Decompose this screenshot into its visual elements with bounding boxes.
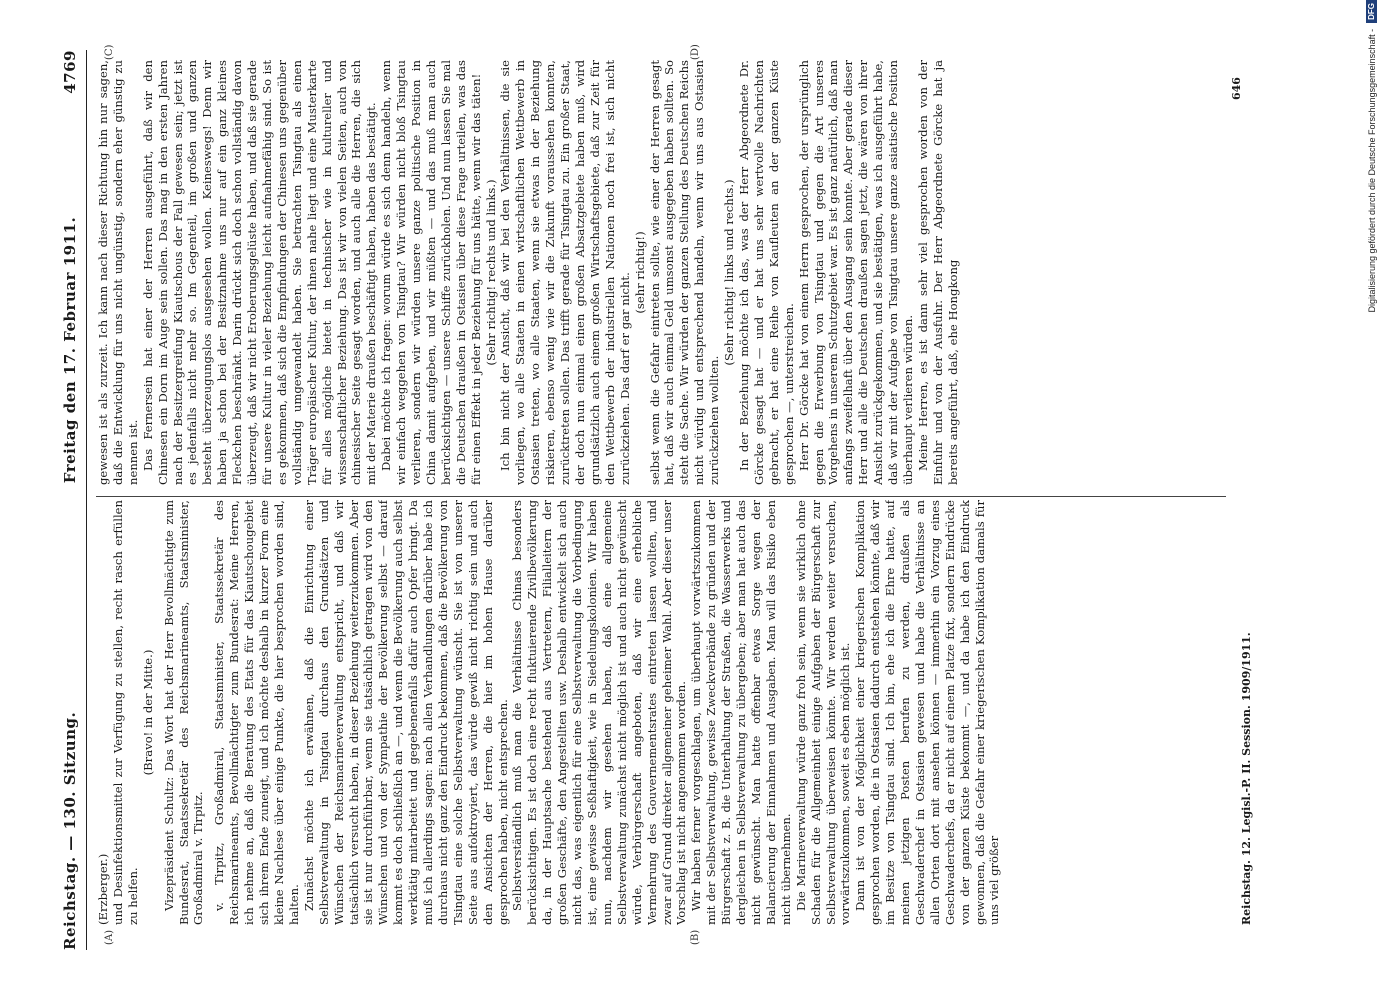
watermark-text: Digitalisierung gefördert durch die Deutsche Forschungsgemeinschaft - bbox=[1366, 28, 1377, 313]
left-paragraph: v. Tirpitz, Großadmiral, Staatsminister, Staatssekretär des Reichsmarineamts, Bevollmächtigter zum Bundesrat: Meine Herren, ich nehme an, daß die Beratung des Etats für das Kiautschougebiet sich ihrem Ende zuneigt, und ich möchte deshalb in kurzer Form eine kleine Nachlese über einige Punkte, die hier besprochen worden sind, halten. bbox=[212, 500, 301, 925]
margin-marker-b: (B) bbox=[690, 929, 701, 945]
left-paragraph: Vizepräsident Schultz: Das Wort hat der Herr Bevollmächtigte zum Bundesrat, Staatssekretär des Reichsmarineamts, Staatsminister, Großadmiral v. Tirpitz. bbox=[161, 500, 206, 925]
header-session: Reichstag. — 130. Sitzung. bbox=[61, 711, 79, 950]
left-paragraph: Dann ist von der Möglichkeit einer kriegerischen Komplikation gesprochen worden, die in Ostasien dadurch entstehen könnte, daß wir im Besitze von Tsingtau sind. Ich bin, ehe ich die Ehre hatte, auf meinen jetzigen Posten berufen zu werden, draußen als Geschwaderchef in Ostasien gewesen und habe die Verhältnisse an allen Orten dort mit ansehen können — immerhin ein Vorzug eines Geschwaderchefs, da er nicht auf einem Platze fixt, sondern Eindrücke von der ganzen Küste bekommt —, und da habe ich den Eindruck gewonnen, daß die Gefahr einer kriegerischen Komplikation damals für uns viel größer bbox=[853, 500, 1002, 925]
dfg-watermark bbox=[1360, 0, 1383, 1000]
right-paragraph: Ich bin nicht der Ansicht, daß wir bei den Verhältnissen, die sie vorliegen, wo alle Staaten in einen wirtschaftlichen Wettbewerb in Ostasien treten, wo alle Staaten, wenn sie etwas in der Beziehung riskieren, ebenso wenig wie wir die Zukunft voraussehen konnten, zurücktreten sollen. Das trifft gerade für Tsingtau zu. Ein großer Staat, der doch nun einmal einen großen Absatzgebiete haben muß, wird grundsätzlich auch einem großen Wirtschaftsgebiete, daß zur Zeit für den Wettbewerb der industriellen Nationen noch frei ist, sich nicht zurückziehen. Das darf er gar nicht. bbox=[498, 60, 632, 485]
right-paragraph: Das Fernersein hat einer der Herren ausgeführt, daß wir den Chinesen ein Dorn im Auge sein sollen. Das mag in den ersten Jahren nach der Besitzergreifung Kiautschous der Fall gewesen sein; jetzt ist es jedenfalls nicht mehr so. Im Gegenteil, im großen und ganzen besteht überzeugungslos ausgesehen wollen. Keineswegs! Denn wir haben ja schon bei der Besitznahme uns nur auf ein ganz kleines Fleckchen beschränkt. Darin drückt sich doch schon vollständig davon überzeugt, daß wir nicht Eroberungsgelüste haben, und daß sie gerade für unsere Kultur in vieler Beziehung leicht aufnahmefähig sind. So ist es gekommen, daß sich die Empfindungen der Chinesen uns gegenüber vollständig umgewandelt haben. Sie betrachten Tsingtau als einen Träger europäischer Kultur, der ihnen nahe liegt und eine Musterkarte für alles mögliche bietet in technischer wie in kultureller und wissenschaftlicher Beziehung. Das ist wir von vielen Seiten, auch von chinesischer Seite gesagt worden, und auch alle die Herren, die sich mit der Materie draußen beschäftigt haben, haben das bestätigt. bbox=[140, 60, 379, 485]
left-paragraph: Zunächst möchte ich erwähnen, daß die Einrichtung einer Selbstverwaltung in Tsingtau durchaus den Grundsätzen und Wünschen der Reichsmarineverwaltung entspricht, und daß wir tatsächlich versucht haben, in dieser Beziehung weiterzukommen. Aber sie ist nur durchführbar, wenn sie tatsächlich getragen wird von den Wünschen und von der Sympathie der Bevölkerung selbst — darauf kommt es doch schließlich an —, und wenn die Bevölkerung auch selbst werktätig mitarbeitet und gegebenenfalls dafür auch Opfer bringt. Da muß ich allerdings sagen: nach allen Verhandlungen darüber habe ich durchaus nicht ganz den Eindruck bekommen, daß die Bevölkerung von Tsingtau eine solche Selbstverwaltung wünscht. Sie ist von unserer Seite aus aufoktroyiert, das würde gewiß nicht richtig sein und auch den Ansichten der Herren, die hier im hohen Hause darüber gesprochen haben, nicht entsprechen. bbox=[301, 500, 510, 925]
header-date: Freitag den 17. Februar 1911. bbox=[61, 216, 79, 484]
right-paragraph: gewesen ist als zurzeit. Ich kann nach dieser Richtung hin nur sagen, daß die Entwicklung für uns nicht ungünstig, sondern eher günstig zu nennen ist. bbox=[96, 60, 140, 485]
right-paragraph: (sehr richtig!) bbox=[632, 231, 647, 314]
page-header bbox=[55, 50, 85, 950]
left-paragraph: (Erzberger.) bbox=[96, 853, 110, 925]
right-text-column bbox=[96, 60, 1236, 485]
right-paragraph: selbst wenn die Gefahr eintreten sollte, wie einer der Herren gesagt hat, daß wir auch einmal Geld umsonst ausgegeben haben sollten. So steht die Sache. Wir würden der ganzen Stellung des Deutschen Reichs nicht würdig und entsprechend handeln, wenn wir uns aus Ostasien zurückziehen wollten. bbox=[647, 60, 722, 485]
dfg-logo: DFG bbox=[1366, 0, 1377, 23]
right-paragraph: Dabei möchte ich fragen: worum würde es sich denn handeln, wenn wir einfach weggehen von Tsingtau? Wir würden nicht bloß Tsingtau verlieren, sondern wir würden unsere ganze politische Position in China damit aufgeben, und wir müßten — und das muß man auch berücksichtigen — unsere Schiffe zurückholen. Und nun lassen Sie mal die Deutschen draußen in Ostasien über diese Frage urteilen, was das für einen Effekt in jeder Beziehung für uns hätte, wenn wir das täten! bbox=[379, 60, 483, 485]
right-paragraph: (Sehr richtig! rechts und links.) bbox=[483, 179, 498, 366]
right-paragraph: Meine Herren, es ist dann sehr viel gesprochen worden von der Einfuhr und von der Ausfuhr. Der Herr Abgeordnete Görcke hat ja bereits angeführt, daß, ehe Hongkong bbox=[915, 60, 960, 485]
left-paragraph: Selbstverständlich muß man die Verhältnisse Chinas besonders berücksichtigen. Es ist doch eine recht fluktuierende Zivilbevölkerung da, in der Hauptsache bestehend aus Vertretern, Filialleitern der großen Geschäfte, den Angestellten usw. Deshalb entwickelt sich auch nicht das, was eigentlich für eine Selbstverwaltung die Vorbedingung ist, eine gewisse Seßhaftigkeit, wie in Siedelungskolonien. Wir haben nun, nachdem wir gesehen haben, daß eine allgemeine Selbstverwaltung zunächst nicht möglich ist und auch nicht gewünscht würde, Verbürgerschaft angeboten, daß wir eine erhebliche Vermehrung des Gouvernementsrates eintreten lassen wollten, und zwar auf Grund direkter allgemeiner geheimer Wahl. Aber dieser unser Vorschlag ist nicht angenommen worden. bbox=[510, 500, 689, 925]
left-paragraph: (Bravo! in der Mitte.) bbox=[140, 649, 155, 776]
footer-legislature: Reichstag. 12. Legisl.-P. II. Session. 1909/1911. bbox=[1240, 632, 1253, 925]
right-paragraph: Herr Dr. Görcke hat von einem Herrn gesprochen, der ursprünglich gegen die Erwerbung von Tsingtau und gegen die Art unseres Vorgehens in unserem Schutzgebiet war. Es ist ganz natürlich, daß man anfangs zweifelhaft über den Ausgang sein konnte. Aber gerade dieser Herr und alle die Deutschen draußen sagen jetzt, die wären von ihrer Ansicht zurückgekommen, und sie bestätigen, was ich ausgeführt habe, daß wir mit der Aufgabe von Tsingtau unsere ganze asiatische Position überhaupt verlieren würden. bbox=[796, 60, 915, 485]
margin-marker-c: (C) bbox=[104, 44, 115, 60]
left-text-column bbox=[96, 500, 1236, 925]
page-footer bbox=[1240, 500, 1253, 925]
margin-marker-a: (A) bbox=[104, 929, 115, 945]
right-paragraph: In der Beziehung möchte ich das, was der Herr Abgeordnete Dr. Görcke gesagt hat — und er hat uns sehr wertvolle Nachrichten gebracht, er hat eine Reihe von Kaufleuten an der ganzen Küste gesprochen —, unterstreichen. bbox=[736, 60, 796, 485]
left-paragraph: Die Marineverwaltung würde ganz froh sein, wenn sie wirklich ohne Schaden für die Allgemeinheit einige Aufgaben der Bürgerschaft zur Selbstverwaltung überweisen könnte. Wir werden weiter versuchen, vorwärtszukommen, soweit es eben möglich ist. bbox=[793, 500, 853, 925]
sheet-number: 646 bbox=[1230, 77, 1243, 100]
header-page-number: 4769 bbox=[61, 50, 79, 94]
left-paragraph: Wir haben ferner vorgeschlagen, um überhaupt vorwärtszukommen mit der Selbstverwaltung, gewisse Zweckverbände zu gründen und der Bürgerschaft z. B. die Unterhaltung der Straßen, die Wasserwerks und dergleichen in Selbstverwaltung zu übergeben; aber man hat auch das nicht gewünscht. Man hatte offenbar etwas Sorge wegen der Balancierung der Einnahmen und Ausgaben. Man will das Risiko eben nicht übernehmen. bbox=[689, 500, 793, 925]
margin-marker-d: (D) bbox=[690, 44, 701, 60]
left-paragraph: und Desinfektionsmittel zur Verfügung zu stellen, recht rasch erfüllen zu helfen. bbox=[110, 500, 140, 925]
header-rule bbox=[86, 50, 87, 950]
column-divider bbox=[96, 496, 1226, 497]
right-paragraph: (Sehr richtig! links und rechts.) bbox=[722, 179, 737, 366]
